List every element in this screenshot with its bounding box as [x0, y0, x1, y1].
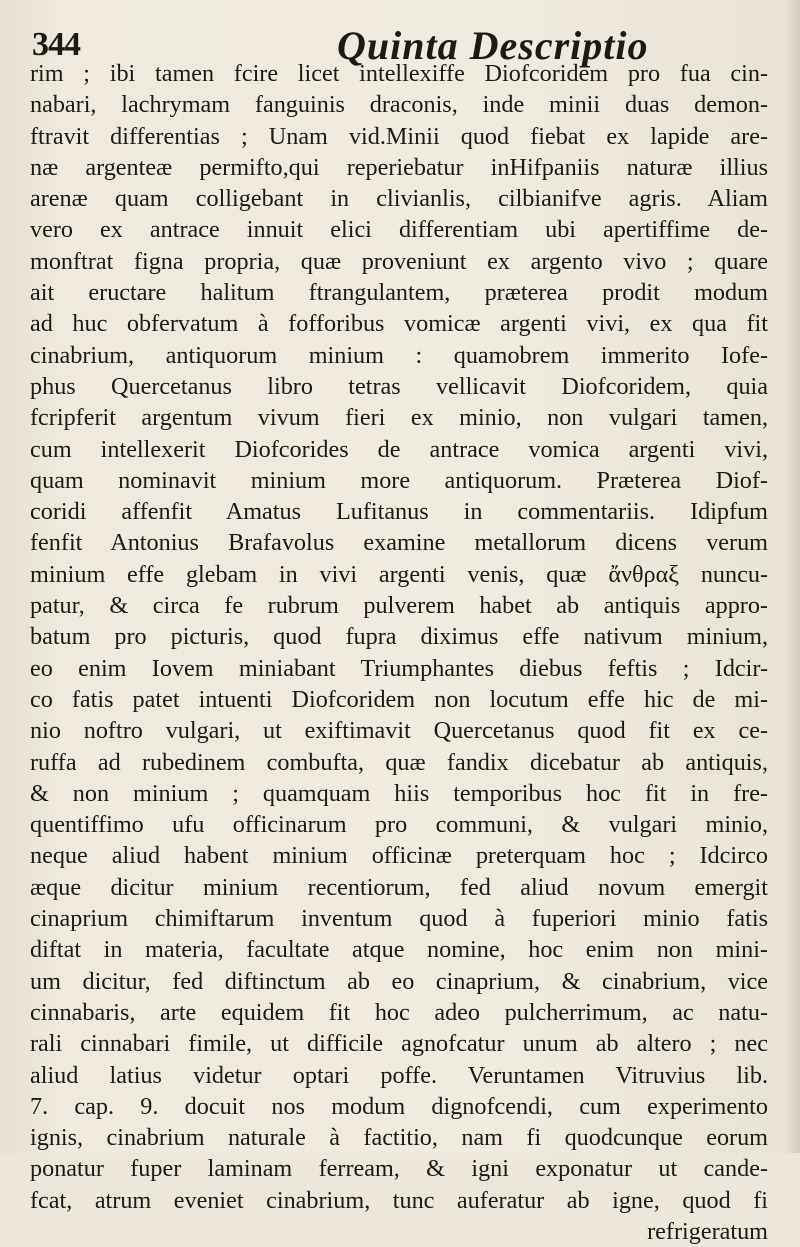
text-line: cinaprium chimiftarum inventum quod à fuperiori minio fatis — [30, 905, 768, 933]
text-line: ftravit differentias ; Unam vid.Minii quod fiebat ex lapide are- — [30, 122, 768, 150]
page-number: 344 — [32, 26, 80, 63]
text-line: rali cinnabari fimile, ut difficile agnofcatur unum ab altero ; nec — [30, 1030, 768, 1058]
text-line: um dicitur, fed diftinctum ab eo cinaprium, & cinabrium, vice — [30, 967, 768, 995]
text-line: ait eructare halitum ftrangulantem, præterea prodit modum — [30, 279, 768, 307]
text-line: nabari, lachrymam fanguinis draconis, inde minii duas demon- — [30, 91, 768, 119]
text-line: fenfit Antonius Brafavolus examine metallorum dicens verum — [30, 529, 768, 557]
text-line: vero ex antrace innuit elici differentiam ubi apertiffime de- — [30, 216, 768, 244]
text-line: phus Quercetanus libro tetras vellicavit Diofcoridem, quia — [30, 372, 768, 400]
text-line: coridi affenfit Amatus Lufitanus in commentariis. Idipfum — [30, 498, 768, 526]
text-line: ignis, cinabrium naturale à factitio, nam fi quodcunque eorum — [30, 1124, 768, 1152]
text-line: cinabrium, antiquorum minium : quamobrem immerito Iofe- — [30, 341, 768, 369]
text-line: & non minium ; quamquam hiis temporibus hoc fit in fre- — [30, 779, 768, 807]
text-line: co fatis patet intuenti Diofcoridem non locutum effe hic de mi- — [30, 685, 768, 713]
text-line: refrigeratum — [647, 1217, 768, 1245]
text-line: batum pro picturis, quod fupra diximus effe nativum minium, — [30, 623, 768, 651]
text-line: fcat, atrum eveniet cinabrium, tunc auferatur ab igne, quod fi — [30, 1186, 768, 1214]
text-line: cum intellexerit Diofcorides de antrace vomica argenti vivi, — [30, 435, 768, 463]
text-line: rim ; ibi tamen fcire licet intellexiffe Diofcoridem pro fua cin- — [30, 60, 768, 87]
text-line: patur, & circa fe rubrum pulverem habet ab antiquis appro- — [30, 592, 768, 620]
text-line: ponatur fuper laminam ferream, & igni exponatur ut cande- — [30, 1155, 768, 1183]
body-text — [30, 58, 768, 1247]
text-line: diftat in materia, facultate atque nomine, hoc enim non mini- — [30, 936, 768, 964]
text-line: fcripferit argentum vivum fieri ex minio, non vulgari tamen, — [30, 404, 768, 432]
text-line: næ argenteæ permifto,qui reperiebatur inHifpaniis naturæ illius — [30, 153, 768, 181]
text-line: ruffa ad rubedinem combufta, quæ fandix dicebatur ab antiquis, — [30, 748, 768, 776]
text-line: arenæ quam colligebant in clivianlis, cilbianifve agris. Aliam — [30, 185, 768, 213]
text-line: monftrat figna propria, quæ proveniunt ex argento vivo ; quare — [30, 247, 768, 275]
text-line: cinnabaris, arte equidem fit hoc adeo pulcherrimum, ac natu- — [30, 998, 768, 1026]
running-title: Quinta Descriptio — [337, 23, 649, 68]
text-line: æque dicitur minium recentiorum, fed aliud novum emergit — [30, 873, 768, 901]
text-line: neque aliud habent minium officinæ preterquam hoc ; Idcirco — [30, 842, 768, 870]
text-line: 7. cap. 9. docuit nos modum dignofcendi, cum experimento — [30, 1092, 768, 1120]
text-line: eo enim Iovem miniabant Triumphantes diebus feftis ; Idcir- — [30, 654, 768, 682]
text-line: aliud latius videtur optari poffe. Veruntamen Vitruvius lib. — [30, 1061, 768, 1089]
text-line: quentiffimo ufu officinarum pro communi, & vulgari minio, — [30, 811, 768, 839]
text-line: quam nominavit minium more antiquorum. Præterea Diof- — [30, 466, 768, 494]
text-line: nio noftro vulgari, ut exiftimavit Quercetanus quod fit ex ce- — [30, 717, 768, 745]
text-line: ad huc obfervatum à fofforibus vomicæ argenti vivi, ex qua fit — [30, 310, 768, 338]
text-line: minium effe glebam in vivi argenti venis, quæ ἄνθραξ nuncu- — [30, 560, 768, 588]
page-edge-shadow — [786, 0, 800, 1153]
